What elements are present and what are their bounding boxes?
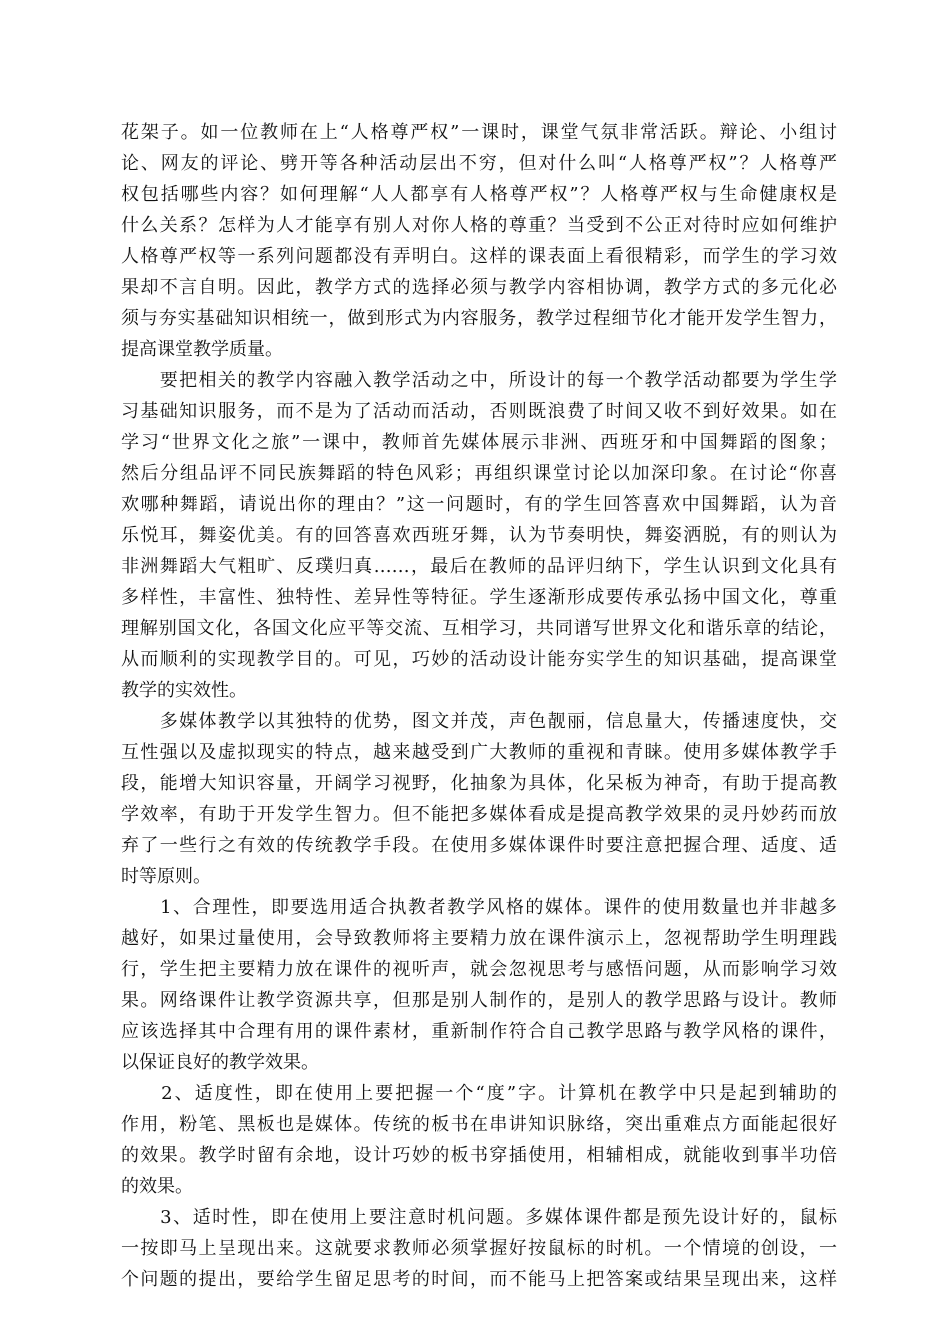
text-line: 果却不言自明。因此，教学方式的选择必须与教学内容相协调，教学方式的多元化必 <box>121 277 837 298</box>
text-line: 1、合理性，即要选用适合执教者教学风格的媒体。课件的使用数量也并非越多 <box>121 897 837 918</box>
text-line: 越好，如果过量使用，会导致教师将主要精力放在课件演示上，忽视帮助学生明理践 <box>121 928 837 949</box>
text-line: 行，学生把主要精力放在课件的视听声，就会忽视思考与感悟问题，从而影响学习效 <box>121 959 837 980</box>
text-line: 作用，粉笔、黑板也是媒体。传统的板书在串讲知识脉络，突出重难点方面能起很好 <box>121 1114 837 1135</box>
text-line: 学习“世界文化之旅”一课中，教师首先媒体展示非洲、西班牙和中国舞蹈的图象； <box>121 432 837 453</box>
text-line: 应该选择其中合理有用的课件素材，重新制作符合自己教学思路与教学风格的课件， <box>121 1021 837 1042</box>
text-line: 然后分组品评不同民族舞蹈的特色风彩；再组织课堂讨论以加深印象。在讨论“你喜 <box>121 463 837 484</box>
text-line: 什么关系？怎样为人才能享有别人对你人格的尊重？当受到不公正对待时应如何维护 <box>121 215 837 236</box>
text-line: 花架子。如一位教师在上“人格尊严权”一课时，课堂气氛非常活跃。辩论、小组讨 <box>121 122 837 143</box>
text-line: 3、适时性，即在使用上要注意时机问题。多媒体课件都是预先设计好的，鼠标 <box>121 1207 837 1228</box>
text-line: 时等原则。 <box>121 866 211 887</box>
text-line: 多样性，丰富性、独特性、差异性等特征。学生逐渐形成要传承弘扬中国文化，尊重 <box>121 587 837 608</box>
text-line: 的效果。 <box>121 1176 193 1197</box>
text-line: 果。网络课件让教学资源共享，但那是别人制作的，是别人的教学思路与设计。教师 <box>121 990 837 1011</box>
text-line: 论、网友的评论、劈开等各种活动层出不穷，但对什么叫“人格尊严权”？人格尊严 <box>121 153 837 174</box>
text-line: 互性强以及虚拟现实的特点，越来越受到广大教师的重视和青睐。使用多媒体教学手 <box>121 742 837 763</box>
text-line: 段，能增大知识容量，开阔学习视野，化抽象为具体，化呆板为神奇，有助于提高教 <box>121 773 837 794</box>
text-line: 以保证良好的教学效果。 <box>121 1052 319 1073</box>
text-line: 提高课堂教学质量。 <box>121 339 283 360</box>
text-line: 2、适度性，即在使用上要把握一个“度”字。计算机在教学中只是起到辅助的 <box>121 1083 837 1104</box>
text-line: 学效率，有助于开发学生智力。但不能把多媒体看成是提高教学效果的灵丹妙药而放 <box>121 804 837 825</box>
text-line: 习基础知识服务，而不是为了活动而活动，否则既浪费了时间又收不到好效果。如在 <box>121 401 837 422</box>
text-line: 弃了一些行之有效的传统教学手段。在使用多媒体课件时要注意把握合理、适度、适 <box>121 835 837 856</box>
text-line: 多媒体教学以其独特的优势，图文并茂，声色靓丽，信息量大，传播速度快，交 <box>121 711 837 732</box>
text-line: 要把相关的教学内容融入教学活动之中，所设计的每一个教学活动都要为学生学 <box>121 370 837 391</box>
text-line: 乐悦耳，舞姿优美。有的回答喜欢西班牙舞，认为节奏明快，舞姿洒脱，有的则认为 <box>121 525 837 546</box>
text-line: 个问题的提出，要给学生留足思考的时间，而不能马上把答案或结果呈现出来，这样 <box>121 1269 837 1290</box>
text-line: 人格尊严权等一系列问题都没有弄明白。这样的课表面上看很精彩，而学生的学习效 <box>121 246 837 267</box>
text-line: 一按即马上呈现出来。这就要求教师必须掌握好按鼠标的时机。一个情境的创设，一 <box>121 1238 837 1259</box>
text-line: 非洲舞蹈大气粗旷、反璞归真……，最后在教师的品评归纳下，学生认识到文化具有 <box>121 556 837 577</box>
text-line: 须与夯实基础知识相统一，做到形式为内容服务，教学过程细节化才能开发学生智力， <box>121 308 837 329</box>
text-line: 理解别国文化，各国文化应平等交流、互相学习，共同谱写世界文化和谐乐章的结论， <box>121 618 837 639</box>
text-line: 从而顺利的实现教学目的。可见，巧妙的活动设计能夯实学生的知识基础，提高课堂 <box>121 649 837 670</box>
text-line: 教学的实效性。 <box>121 680 247 701</box>
text-line: 权包括哪些内容？如何理解“人人都享有人格尊严权”？人格尊严权与生命健康权是 <box>121 184 837 205</box>
text-line: 欢哪种舞蹈，请说出你的理由？”这一问题时，有的学生回答喜欢中国舞蹈，认为音 <box>121 494 837 515</box>
text-line: 的效果。教学时留有余地，设计巧妙的板书穿插使用，相辅相成，就能收到事半功倍 <box>121 1145 837 1166</box>
